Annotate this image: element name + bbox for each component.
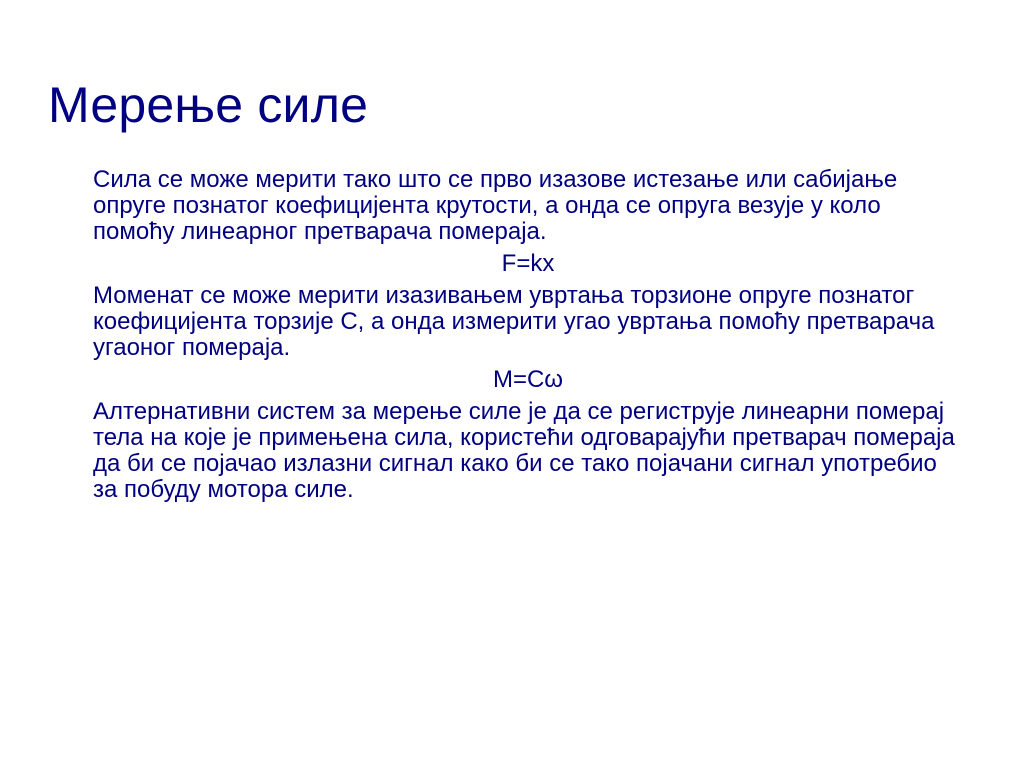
formula-torque: M=Cω	[492, 366, 564, 393]
slide-title: Мерење силе	[48, 77, 369, 133]
formula-force: F=kx	[501, 250, 555, 277]
slide-content	[93, 167, 963, 509]
paragraph-force-spring: Сила се може мерити тако што се прво изазове истезање или сабијање опруге познатог коефицијента крутости, а онда се опруга везује у коло помоћу линеарног претварача померајa.	[93, 166, 898, 245]
paragraph-torque: Моменат се може мерити изазивањем увртања торзионе опруге познатог коефицијента торзије С, а онда измерити угао увртања помоћу претварача угаоног померајa.	[93, 282, 935, 361]
paragraph-alternative-system: Алтернативни систем за мерење силе је да се региструје линеарни помераj тела на које је примењена сила, користећи одговарајући претварач померајa да би се појачао излазни сигнал како би се тако појачани сигнал употребио за побуду мотора силе.	[93, 398, 955, 503]
